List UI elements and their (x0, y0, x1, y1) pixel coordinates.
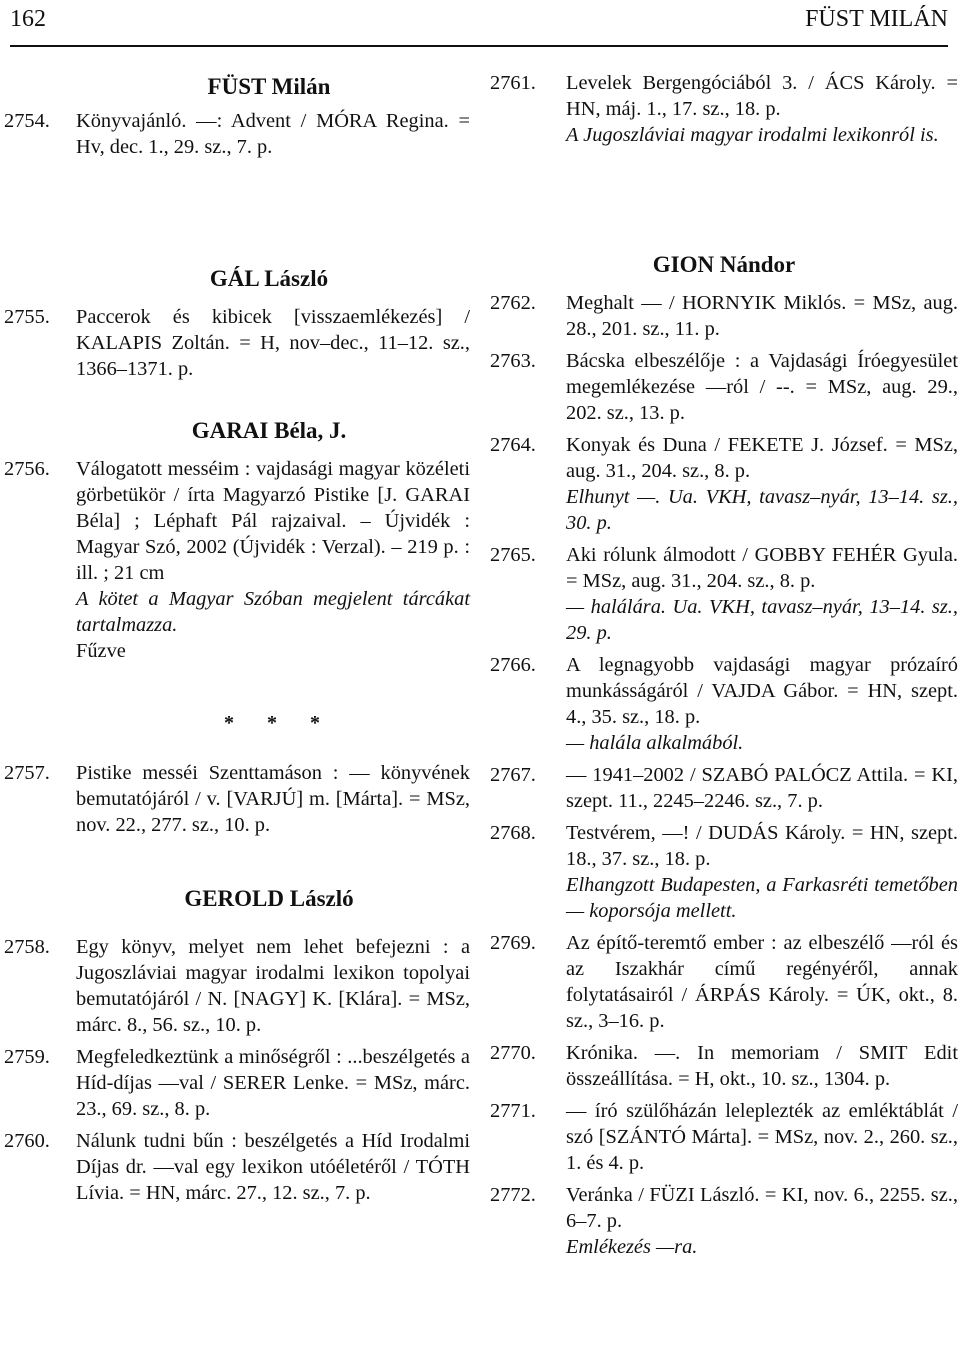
entry-2767 (490, 762, 958, 814)
entry-2755 (4, 304, 470, 382)
entry-number: 2765. (490, 544, 536, 566)
entry-2761 (490, 70, 958, 148)
entry-number: 2769. (490, 932, 536, 954)
entry-text: Bácska elbeszélője : a Vajdasági Íróegyesület megemlékezése —ról / --. = MSz, aug. 29., 202. sz., 13. p. (566, 350, 958, 424)
entry-2754 (4, 108, 470, 160)
entry-note: Emlékezés —ra. (566, 1236, 698, 1258)
entry-number: 2758. (4, 936, 50, 958)
entry-note: Elhangzott Budapesten, a Farkasréti temetőben — koporsója mellett. (566, 874, 958, 922)
entry-2756 (4, 456, 470, 664)
entry-text: Paccerok és kibicek [visszaemlékezés] / KALAPIS Zoltán. = H, nov–dec., 11–12. sz., 1366–1371. p. (76, 306, 470, 380)
author-heading-gal: GÁL László (209, 266, 329, 291)
entry-text: Egy könyv, melyet nem lehet befejezni : a Jugoszláviai magyar irodalmi lexikon topolyai bemutatójáról / N. [NAGY] K. [Klára]. = MSz, márc. 8., 56. sz., 10. p. (76, 936, 470, 1036)
entry-2770 (490, 1040, 958, 1092)
entry-note: A Jugoszláviai magyar irodalmi lexikonról is. (566, 124, 939, 146)
entry-note: — halála alkalmából. (566, 732, 744, 754)
entry-note: Elhunyt —. Ua. VKH, tavasz–nyár, 13–14. sz., 30. p. (566, 486, 958, 534)
entry-text: Levelek Bergengóciából 3. / ÁCS Károly. = HN, máj. 1., 17. sz., 18. p. (566, 72, 958, 120)
entry-text: Konyak és Duna / FEKETE J. József. = MSz, aug. 31., 204. sz., 8. p. (566, 434, 958, 482)
entry-2766 (490, 652, 958, 756)
entry-2757 (4, 760, 470, 838)
running-head (10, 2, 948, 36)
entry-number: 2757. (4, 762, 50, 784)
entry-text: Veránka / FÜZI László. = KI, nov. 6., 2255. sz., 6–7. p. (566, 1184, 958, 1232)
entry-text-block (566, 542, 958, 646)
entry-2760 (4, 1128, 470, 1206)
entry-number: 2764. (490, 434, 536, 456)
entry-binding: Fűzve (76, 640, 126, 662)
entry-2759 (4, 1044, 470, 1122)
entry-text-block (566, 652, 958, 756)
running-title: FÜST MILÁN (805, 6, 948, 32)
entry-text: — író szülőházán leleplezték az emléktáblát / szó [SZÁNTÓ Márta]. = MSz, nov. 2., 260. sz., 1. és 4. p. (566, 1100, 958, 1174)
author-heading-gion: GION Nándor (652, 252, 796, 277)
entry-text: Pistike messéi Szenttamáson : — könyvének bemutatójáról / v. [VARJÚ] m. [Márta]. = MSz, nov. 22., 277. sz., 10. p. (76, 762, 470, 836)
page-number: 162 (10, 6, 46, 32)
entry-text: A legnagyobb vajdasági magyar prózaíró munkásságáról / VAJDA Gábor. = HN, szept. 4., 35. sz., 18. p. (566, 654, 958, 728)
entry-number: 2754. (4, 110, 50, 132)
entry-text: — 1941–2002 / SZABÓ PALÓCZ Attila. = KI, szept. 11., 2245–2246. sz., 7. p. (566, 764, 958, 812)
entry-text: Aki rólunk álmodott / GOBBY FEHÉR Gyula. = MSz, aug. 31., 204. sz., 8. p. (566, 544, 958, 592)
entry-note: — halálára. Ua. VKH, tavasz–nyár, 13–14. sz., 29. p. (566, 596, 958, 644)
entry-2771 (490, 1098, 958, 1176)
entry-text: Krónika. —. In memoriam / SMIT Edit összeállítása. = H, okt., 10. sz., 1304. p. (566, 1042, 958, 1090)
entry-2763 (490, 348, 958, 426)
entry-text: Válogatott messéim : vajdasági magyar közéleti görbetükör / írta Magyarzó Pistike [J. GARAI Béla] ; Léphaft Pál rajzaival. – Újvidék : Magyar Szó, 2002 (Újvidék : Verzal). – 219 p. : ill. ; 21 cm (76, 458, 470, 584)
entry-number: 2761. (490, 72, 536, 94)
entry-text-block (566, 1182, 958, 1260)
entry-number: 2755. (4, 306, 50, 328)
entry-number: 2770. (490, 1042, 536, 1064)
entry-text-block (566, 820, 958, 924)
author-heading-fust: FÜST Milán (207, 74, 331, 99)
entry-text: Testvérem, —! / DUDÁS Károly. = HN, szept. 18., 37. sz., 18. p. (566, 822, 958, 870)
header-rule (10, 45, 948, 47)
entry-2768 (490, 820, 958, 924)
entry-2764 (490, 432, 958, 536)
entry-number: 2760. (4, 1130, 50, 1152)
entry-text: Megfeledkeztünk a minőségről : ...beszélgetés a Híd-díjas —val / SERER Lenke. = MSz, márc. 23., 69. sz., 8. p. (76, 1046, 470, 1120)
left-column (4, 62, 470, 1206)
entry-number: 2766. (490, 654, 536, 676)
entry-text-block (76, 456, 470, 664)
entry-text-block (566, 70, 958, 148)
author-heading-gerold: GEROLD László (184, 886, 354, 911)
entry-text: Nálunk tudni bűn : beszélgetés a Híd Irodalmi Díjas dr. —val egy lexikon utóéletéről / TÓTH Lívia. = HN, márc. 27., 12. sz., 7. p. (76, 1130, 470, 1204)
entry-number: 2772. (490, 1184, 536, 1206)
entry-number: 2762. (490, 292, 536, 314)
entry-number: 2767. (490, 764, 536, 786)
right-column (490, 62, 958, 1260)
entry-2769 (490, 930, 958, 1034)
entry-note: A kötet a Magyar Szóban megjelent tárcákat tartalmazza. (76, 588, 470, 636)
section-asterisks: * * * (224, 712, 334, 734)
entry-text-block (566, 432, 958, 536)
entry-text: Meghalt — / HORNYIK Miklós. = MSz, aug. 28., 201. sz., 11. p. (566, 292, 958, 340)
entry-2762 (490, 290, 958, 342)
entry-2758 (4, 934, 470, 1038)
entry-number: 2771. (490, 1100, 536, 1122)
entry-text: Az építő-teremtő ember : az elbeszélő —ról és az Iszakhár című regényéről, annak folytatásairól / ÁRPÁS Károly. = ÚK, okt., 8. sz., 3–16. p. (566, 932, 958, 1032)
entry-number: 2763. (490, 350, 536, 372)
entry-number: 2756. (4, 458, 50, 480)
entry-number: 2759. (4, 1046, 50, 1068)
entry-text: Könyvajánló. —: Advent / MÓRA Regina. = Hv, dec. 1., 29. sz., 7. p. (76, 110, 470, 158)
entry-2772 (490, 1182, 958, 1260)
author-heading-garai: GARAI Béla, J. (191, 418, 347, 443)
entry-number: 2768. (490, 822, 536, 844)
entry-2765 (490, 542, 958, 646)
